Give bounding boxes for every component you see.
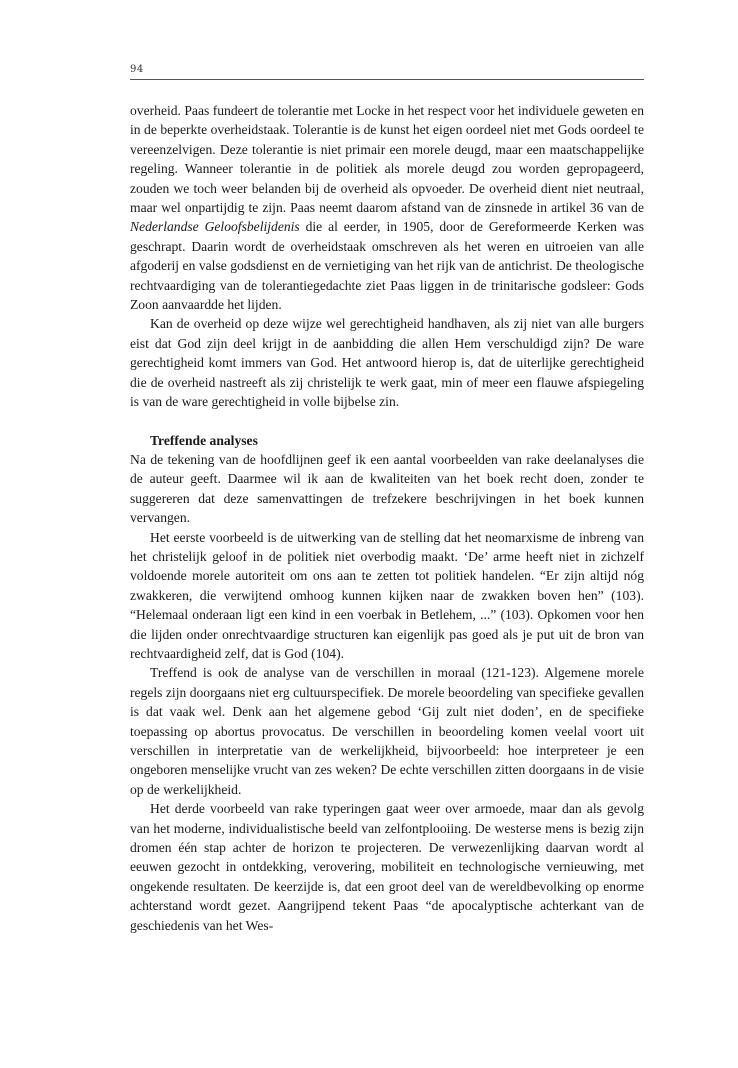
paragraph: [130, 101, 644, 314]
paragraph: Na de tekening van de hoofdlijnen geef ik een aantal voorbeelden van rake deelanalyses die de auteur geeft. Daarmee wil ik aan de kwaliteiten van het boek recht doen, zonder te suggereren dat deze samenvattingen de trefzekere beschrijvingen in het boek kunnen vervangen.: [130, 451, 644, 526]
paragraph: Het derde voorbeeld van rake typeringen gaat weer over armoede, maar dan als gevolg van het moderne, individualistische beeld van zelfontplooiing. De westerse mens is bezig zijn dromen één stap achter de horizon te projecteren. De verwezenlijking daarvan wordt al eeuwen gezocht in ontdekking, verovering, mobiliteit en technologische vernieuwing, met ongekende resultaten. De keerzijde is, dat een groot deel van de wereldbevolking op enorme achterstand wordt gezet. Aangrijpend tekent Paas “de apocalyptische achterkant van de geschiedenis van het Wes-: [130, 801, 644, 933]
book-title: Nederlandse Geloofsbelijdenis: [130, 219, 300, 235]
paragraph: Treffend is ook de analyse van de verschillen in moraal (121-123). Algemene morele regels zijn doorgaans niet erg cultuurspecifiek. De morele beoordeling van specifieke gevallen is dat vaak wel. Denk aan het algemene gebod ‘Gij zult niet doden’, en de specifieke toepassing op abortus provocatus. De verschillen in beoordeling komen veelal voort uit verschillen in interpretatie van de werkelijkheid, bijvoorbeeld: hoe interpreteer je een ongeboren menselijke vrucht van zes weken? De echte verschillen zitten doorgaans in de visie op de werkelijkheid.: [130, 665, 644, 797]
paragraph-text: die al eerder, in 1905, door de Gereformeerde Kerken was geschrapt. Daarin wordt de overheidstaak omschreven als het weren en uitroeien van alle afgoderij en valse godsdienst en de vernietiging van het rijk van de antichrist. De theologische rechtvaardiging van de tolerantiegedachte ziet Paas liggen in de trinitarische godsleer: Gods Zoon aanvaardde het lijden.: [130, 219, 644, 313]
paragraph: Het eerste voorbeeld is de uitwerking van de stelling dat het neomarxisme de inbreng van het christelijk geloof in de politiek niet overbodig maakt. ‘De’ arme heeft niet in zichzelf voldoende morele autoriteit om ons aan te zetten tot politiek handelen. “Er zijn altijd nóg zwakkeren, die verwijtend omhoog kunnen kijken naar de zwakken boven hen” (103). “Helemaal onderaan ligt een kind in een voerbak in Betlehem, ...” (103). Opkomen voor hen die lijden onder onrechtvaardige structuren kan eigenlijk pas goed als je put uit de bron van rechtvaardigheid zelf, dat is God (104).: [130, 529, 644, 661]
page-number: 94: [130, 64, 144, 75]
header-rule: [130, 79, 644, 80]
section-gap: [130, 412, 644, 431]
paragraph: Kan de overheid op deze wijze wel gerechtigheid handhaven, als zij niet van alle burgers eist dat God zijn deel krijgt in de aanbidding die allen Hem verschuldigd zijn? De ware gerechtigheid komt immers van God. Het antwoord hierop is, dat de uiterlijke gerechtigheid die de overheid nastreeft als zij christelijk te werk gaat, min of meer een flauwe afspiegeling is van de ware gerechtigheid in volle bijbelse zin.: [130, 316, 644, 410]
paragraph-text: overheid. Paas fundeert de tolerantie met Locke in het respect voor het individuele geweten en in de beperkte overheidstaak. Tolerantie is de kunst het eigen oordeel niet met Gods oordeel te vereenzelvigen. Deze tolerantie is niet primair een morele deugd, maar een maatschappelijke regeling. Wanneer tolerantie in de politiek als morele deugd zou worden gepropageerd, zouden we toch weer belanden bij de overheid als opvoeder. De overheid dient niet neutraal, maar wel onpartijdig te zijn. Paas neemt daarom afstand van de zinsnede in artikel 36 van de: [130, 103, 644, 216]
page-body: [130, 101, 644, 935]
section-heading: Treffende analyses: [150, 432, 258, 448]
